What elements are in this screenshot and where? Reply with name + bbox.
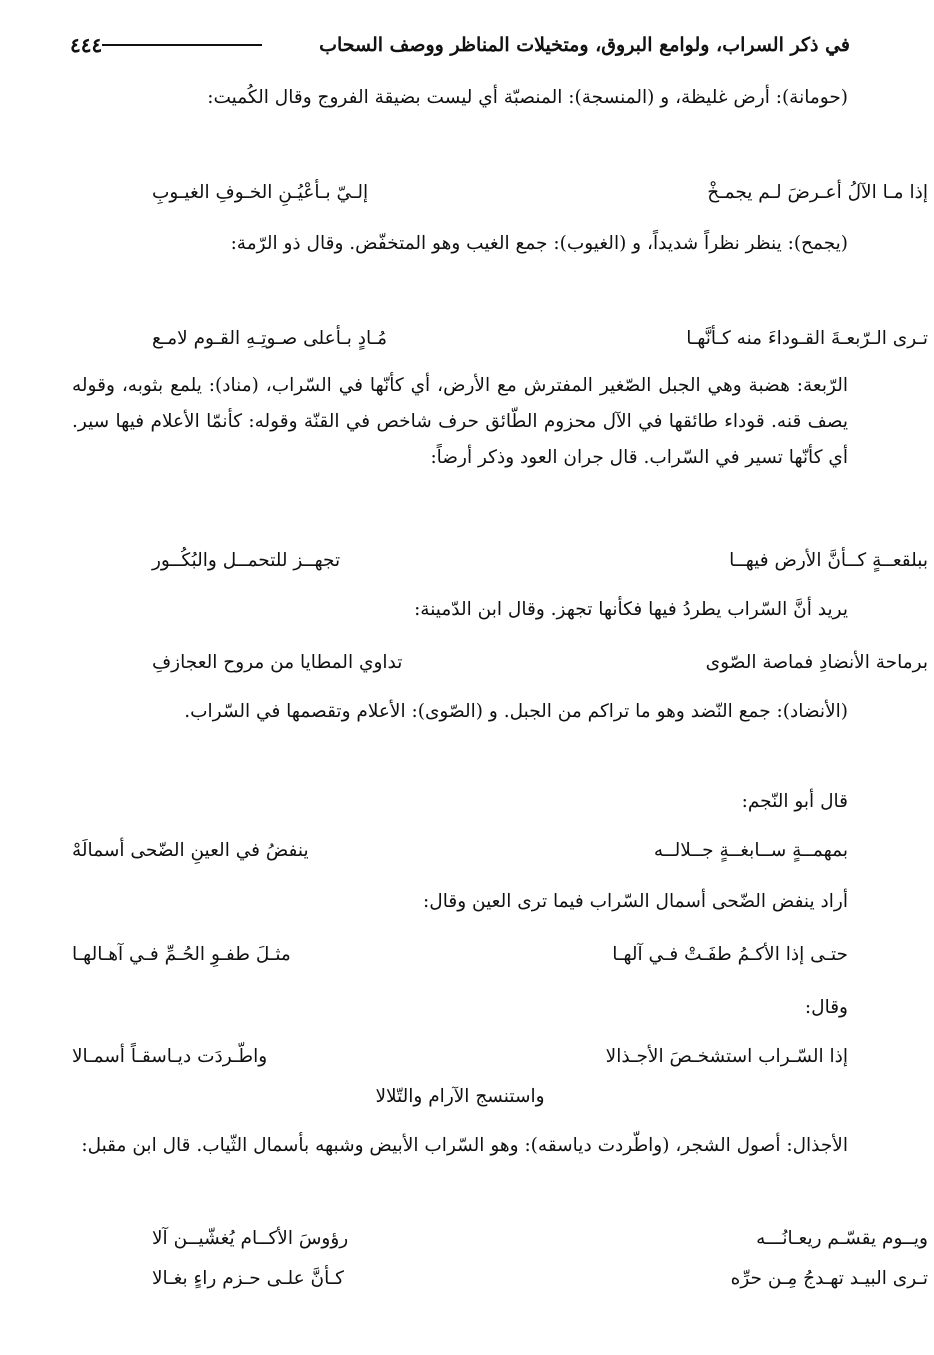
paragraph-4: يريد أنَّ السّراب يطردُ فيها فكأنها تجهز. وقال ابن الدّمينة:	[414, 599, 848, 620]
verse-9-first-hemistich: تـرى البيـد تهـدجُ مِـن حرِّه	[730, 1267, 928, 1289]
paragraph-7: أراد ينفض الضّحى أسمال السّراب فيما ترى العين وقال:	[423, 891, 848, 912]
verse-5-second-hemistich: ينفضُ في العينِ الضّحى أسمالَهْ	[72, 839, 309, 861]
verse-4	[72, 642, 934, 682]
running-title: في ذكر السراب، ولوامع البروق، ومتخيلات المناظر ووصف السحاب	[319, 34, 850, 56]
verse-6-second-hemistich: مثـلَ طفـوِ الحُـمِّ فـي آهـالهـا	[72, 943, 291, 965]
verse-9-second-hemistich: كـأنَّ علـى حـزم راءٍ بغـالا	[152, 1267, 344, 1289]
verse-6	[72, 934, 848, 974]
verse-2-second-hemistich: مُـادٍ بـأعلى صـوتِـهِ القـوم لامـع	[152, 327, 387, 349]
paragraph-6: قال أبو النّجم:	[741, 791, 848, 812]
verse-3-first-hemistich: ببلقعــةٍ كــأنَّ الأرض فيهــا	[729, 549, 928, 571]
verse-5-first-hemistich: بمهمــةٍ ســابغــةٍ جــلالــه	[653, 839, 848, 861]
header-rule	[102, 44, 262, 46]
verse-4-second-hemistich: تداوي المطايا من مروح العجازفِ	[152, 651, 403, 673]
paragraph-3: الرّبعة: هضبة وهي الجبل الصّغير المفترش مع الأرض، أي كأنّها في السّراب، (مناد): يلمع بثوبه، وقوله يصف قنه. قوداء طائقها في الآل محزوم الطّائق حرف شاخص في القنّة وقوله: كأنمّا الأعلام فيها سير. أي كأنّها تسير في السّراب. قال جران العود وذكر أرضاً:	[72, 375, 848, 468]
paragraph-5: (الأنضاد): جمع النّضد وهو ما تراكم من الجبل. و (الصّوى): الأعلام وتقصمها في السّراب.	[184, 701, 848, 722]
page-header	[70, 28, 850, 62]
paragraph-8: وقال:	[804, 997, 848, 1018]
verse-8	[72, 1218, 934, 1258]
page-number-group	[70, 33, 268, 57]
verse-7-continuation-text: واستنسج الآرام والتّلالا	[375, 1085, 545, 1107]
verse-4-first-hemistich: برماحة الأنضادِ فماصة الصّوى	[705, 651, 928, 673]
verse-3-second-hemistich: تجهــز للتحمــل والبُكُــور	[152, 549, 341, 571]
verse-7	[72, 1036, 848, 1076]
verse-9	[72, 1258, 934, 1298]
verse-5	[72, 830, 848, 870]
verse-2	[72, 318, 934, 358]
verse-6-first-hemistich: حتـى إذا الأكـمُ طفَـتْ فـي آلهـا	[612, 943, 848, 965]
verse-7-continuation	[72, 1076, 848, 1116]
verse-1-first-hemistich: إذا مـا الآلُ أعـرضَ لـم يجمـخْ	[707, 181, 928, 203]
verse-8-second-hemistich: رؤوسَ الأكــام يُغشّيــن آلا	[152, 1227, 349, 1249]
paragraph-1: (حومانة): أرض غليظة، و (المنسجة): المنصبّة أي ليست بضيقة الفروج وقال الكُميت:	[207, 87, 848, 108]
paragraph-2: (يجمح): ينظر نظراً شديداً، و (الغيوب): جمع الغيب وهو المتخفّض. وقال ذو الرّمة:	[230, 233, 848, 254]
verse-2-first-hemistich: تـرى الـرّبعـةَ القـوداءَ منه كـأنَّهـا	[686, 327, 928, 349]
page-number: ٤٤٤	[70, 33, 103, 57]
verse-1	[72, 172, 934, 212]
verse-3	[72, 540, 934, 580]
verse-7-first-hemistich: إذا السّـراب استشخـصَ الأجـذالا	[605, 1045, 848, 1067]
verse-7-second-hemistich: واطّـردَت ديـاسقـاً أسمـالا	[72, 1045, 268, 1067]
verse-1-second-hemistich: إلـيّ بـأعْيُـنِ الخـوفِ الغيـوبِ	[152, 181, 369, 203]
verse-8-first-hemistich: ويــوم يقسّـم ريعـانُـــه	[756, 1227, 928, 1249]
paragraph-9: الأجذال: أصول الشجر، (واطّردت دياسقه): وهو السّراب الأبيض وشبهه بأسمال الثّياب. قال ابن مقبل:	[81, 1135, 848, 1156]
